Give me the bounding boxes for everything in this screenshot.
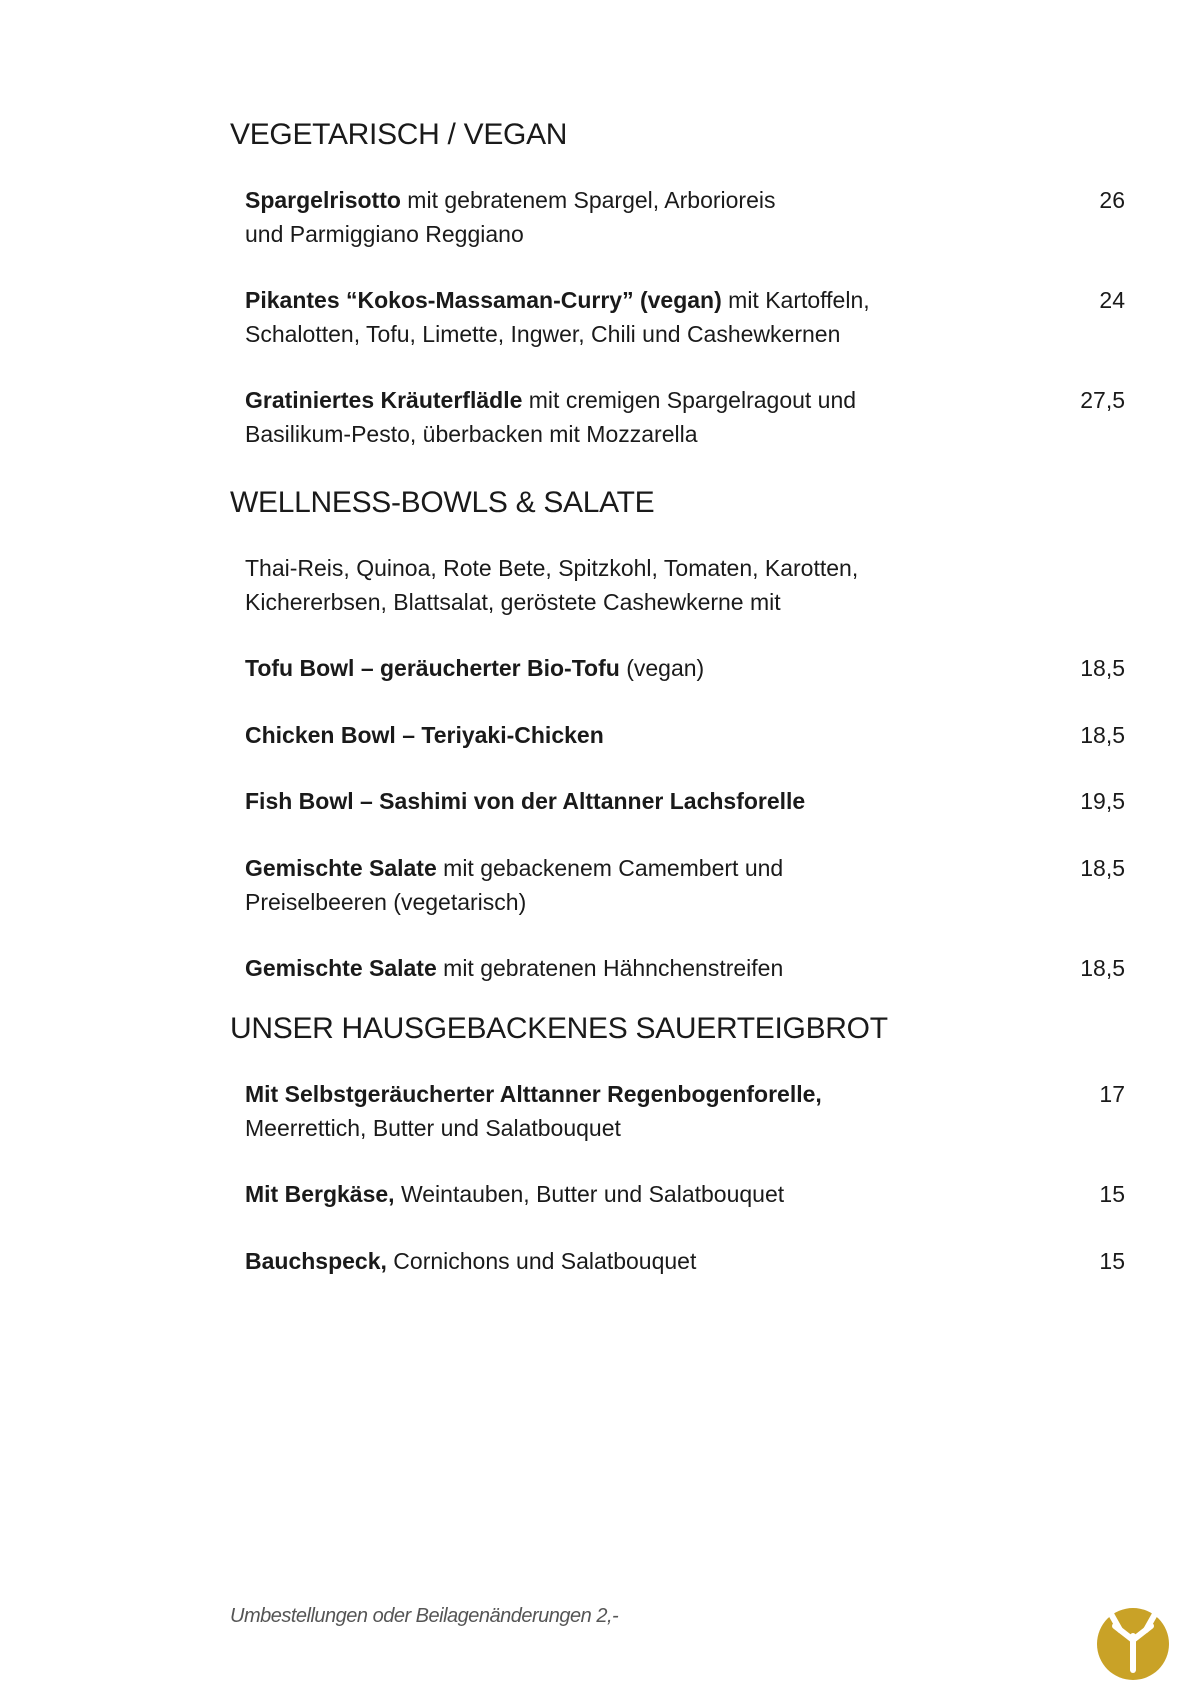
item-price: 27,5	[1080, 387, 1125, 413]
item-description: Weintauben, Butter und Salatbouquet	[394, 1181, 785, 1207]
item-price: 19,5	[1080, 788, 1125, 814]
item-price: 18,5	[1080, 722, 1125, 748]
section-title-brot: UNSER HAUSGEBACKENES SAUERTEIGBROT	[230, 1012, 888, 1045]
item-description: und Parmiggiano Reggiano	[245, 221, 524, 247]
item-description: Schalotten, Tofu, Limette, Ingwer, Chili und Cashewkernen	[245, 321, 841, 347]
item-price: 15	[1099, 1248, 1125, 1274]
item-name: Tofu Bowl – geräucherter Bio-Tofu	[245, 655, 620, 681]
item-name: Pikantes “Kokos-Massaman-Curry” (vegan)	[245, 287, 722, 313]
menu-item	[245, 784, 1125, 818]
item-description: Basilikum-Pesto, überbacken mit Mozzarella	[245, 421, 698, 447]
item-name: Spargelrisotto	[245, 187, 401, 213]
item-description: Meerrettich, Butter und Salatbouquet	[245, 1115, 621, 1141]
footer-note: Umbestellungen oder Beilagenänderungen 2,-	[230, 1605, 619, 1627]
item-description: (vegan)	[619, 655, 705, 681]
deer-antler-logo-icon	[1093, 1600, 1173, 1680]
menu-item	[245, 951, 1125, 985]
item-description: mit Kartoffeln,	[721, 287, 870, 313]
item-description: Cornichons und Salatbouquet	[386, 1248, 697, 1274]
item-description: mit gebratenen Hähnchenstreifen	[436, 955, 784, 981]
intro-line: Thai-Reis, Quinoa, Rote Bete, Spitzkohl, Tomaten, Karotten,	[245, 555, 859, 581]
menu-item	[245, 718, 1125, 752]
section-title-vegetarisch: VEGETARISCH / VEGAN	[230, 118, 568, 151]
menu-item	[245, 183, 1125, 251]
menu-item	[245, 851, 1125, 919]
item-price: 18,5	[1080, 855, 1125, 881]
item-description: mit gebratenem Spargel, Arborioreis	[400, 187, 776, 213]
menu-item	[245, 1244, 1125, 1278]
item-name: Gemischte Salate	[245, 855, 437, 881]
item-name: Mit Bergkäse,	[245, 1181, 395, 1207]
item-name: Fish Bowl – Sashimi von der Alttanner Lachsforelle	[245, 788, 806, 814]
menu-item	[245, 383, 1125, 451]
menu-item	[245, 1177, 1125, 1211]
item-description: Preiselbeeren (vegetarisch)	[245, 889, 527, 915]
item-name: Gratiniertes Kräuterflädle	[245, 387, 523, 413]
item-description: mit cremigen Spargelragout und	[522, 387, 857, 413]
item-price: 26	[1099, 187, 1125, 213]
item-name: Gemischte Salate	[245, 955, 437, 981]
menu-item	[245, 283, 1125, 351]
menu-item	[245, 1077, 1125, 1145]
item-name: Chicken Bowl – Teriyaki-Chicken	[245, 722, 604, 748]
item-price: 15	[1099, 1181, 1125, 1207]
item-name: Mit Selbstgeräucherter Alttanner Regenbogenforelle,	[245, 1081, 822, 1107]
menu-item	[245, 651, 1125, 685]
section-title-bowls: WELLNESS-BOWLS & SALATE	[230, 486, 655, 519]
item-price: 24	[1099, 287, 1125, 313]
intro-line: Kichererbsen, Blattsalat, geröstete Cashewkerne mit	[245, 589, 781, 615]
item-price: 17	[1099, 1081, 1125, 1107]
item-price: 18,5	[1080, 655, 1125, 681]
bowls-intro	[245, 551, 1125, 619]
item-price: 18,5	[1080, 955, 1125, 981]
item-description: mit gebackenem Camembert und	[436, 855, 784, 881]
item-name: Bauchspeck,	[245, 1248, 387, 1274]
